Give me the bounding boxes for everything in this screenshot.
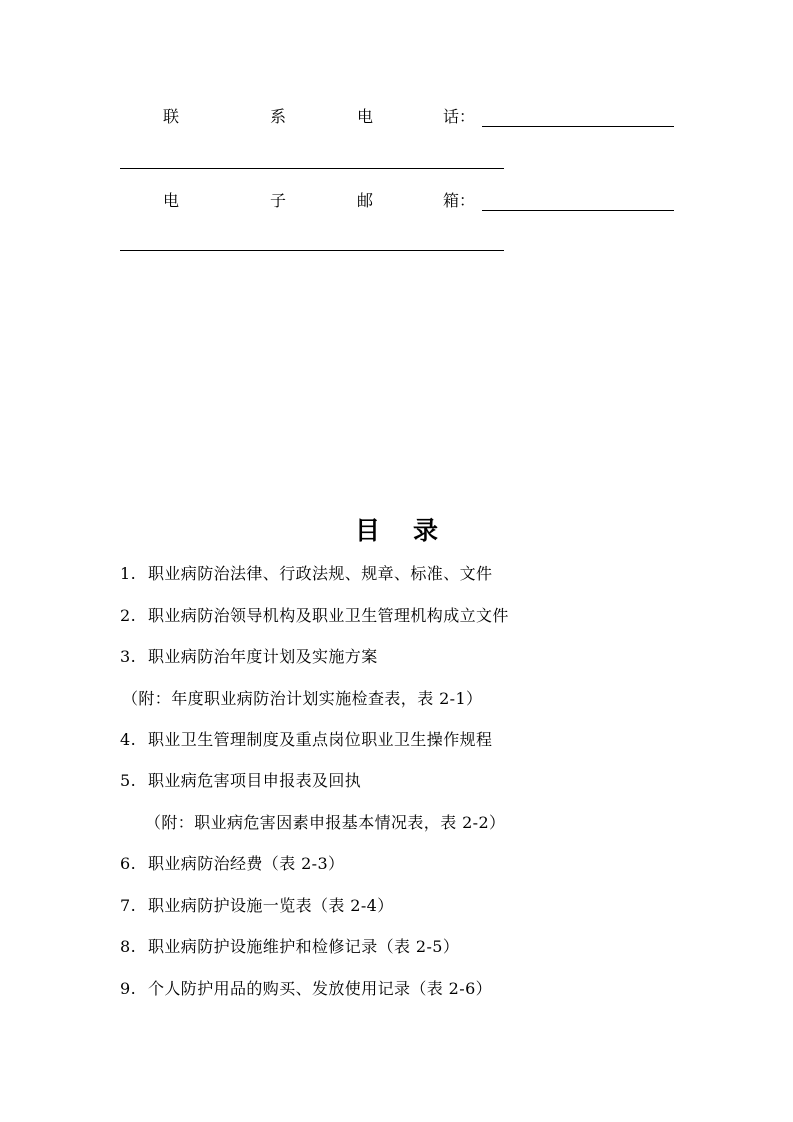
phone-label-char-2: 系 [270, 107, 287, 126]
toc-item-number: 9. [120, 979, 137, 998]
toc-title-char-2: 录 [413, 516, 439, 545]
phone-label-char-1: 联 [163, 107, 180, 126]
toc-item-9 [120, 979, 492, 999]
toc-item-text: 职业病防护设施一览表（表 2-4） [148, 896, 394, 915]
toc-item-1 [120, 564, 492, 584]
toc-title-char-1: 目 [355, 516, 381, 545]
toc-item-text: 职业病防治领导机构及职业卫生管理机构成立文件 [148, 606, 509, 625]
toc-item-number: 1. [120, 564, 137, 583]
toc-item-number: 4. [120, 730, 137, 749]
toc-item-text: 职业病防治年度计划及实施方案 [148, 647, 378, 666]
phone-fill-line-continued[interactable] [120, 168, 504, 169]
toc-item-number: 6. [120, 854, 137, 873]
toc-item-text: 个人防护用品的购买、发放使用记录（表 2-6） [148, 979, 493, 998]
email-label-char-2: 子 [270, 191, 287, 210]
toc-item-number: 2. [120, 606, 137, 625]
toc-item-note-text: （附：职业病危害因素申报基本情况表，表 2-2） [145, 813, 506, 832]
toc-item-7 [120, 896, 394, 916]
toc-item-4 [120, 730, 492, 750]
phone-label-char-4: 话： [443, 107, 476, 126]
toc-item-6 [120, 854, 344, 874]
email-label-char-1: 电 [163, 191, 180, 210]
email-label-char-3: 邮 [357, 191, 374, 210]
toc-item-3-note [122, 689, 482, 709]
toc-item-number: 8. [120, 937, 137, 956]
email-fill-line[interactable] [482, 210, 674, 211]
toc-item-number: 7. [120, 896, 137, 915]
toc-item-number: 3. [120, 647, 137, 666]
toc-item-3 [120, 647, 378, 667]
toc-item-8 [120, 937, 459, 957]
toc-item-text: 职业卫生管理制度及重点岗位职业卫生操作规程 [148, 730, 493, 749]
phone-label-char-3: 电 [357, 107, 374, 126]
toc-item-number: 5. [120, 771, 137, 790]
toc-item-text: 职业病防护设施维护和检修记录（表 2-5） [148, 937, 460, 956]
toc-item-text: 职业病防治经费（表 2-3） [148, 854, 345, 873]
email-label-char-4: 箱： [443, 191, 476, 210]
toc-item-2 [120, 606, 509, 626]
toc-title [0, 514, 793, 548]
phone-fill-line[interactable] [482, 126, 674, 127]
toc-item-5-note [145, 813, 505, 833]
toc-item-note-text: （附：年度职业病防治计划实施检查表，表 2-1） [122, 689, 483, 708]
email-fill-line-continued[interactable] [120, 250, 504, 251]
toc-item-text: 职业病防治法律、行政法规、规章、标准、文件 [148, 564, 493, 583]
toc-item-5 [120, 771, 361, 791]
toc-item-text: 职业病危害项目申报表及回执 [148, 771, 362, 790]
